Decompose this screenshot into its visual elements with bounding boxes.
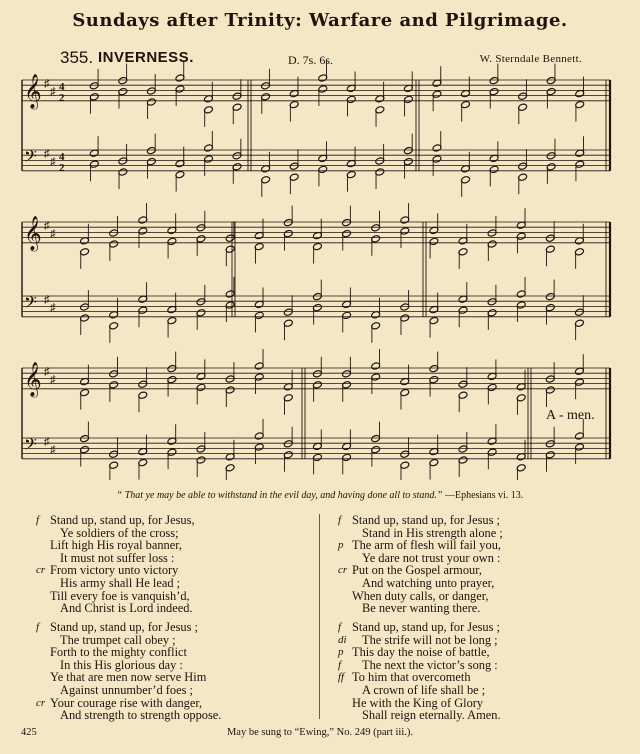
treble-clef: 𝄞 <box>24 74 42 109</box>
verse-text: From victory unto victory <box>50 563 179 578</box>
verse-text: Till every foe is vanquish’d, <box>50 588 190 603</box>
verse-text: His army shall He lead ; <box>60 575 181 590</box>
dynamic-marking: cr <box>338 564 348 577</box>
verse-text: Forth to the mighty conflict <box>50 645 187 660</box>
column-divider <box>319 514 320 719</box>
time-signature-bottom: 2 <box>59 92 65 104</box>
stanza-2 <box>36 620 222 723</box>
epigraph-text: “ That ye may be able to withstand in the evil day, and having done all to stand.” <box>116 490 443 501</box>
epigraph-reference: —Ephesians vi. 13. <box>444 490 524 501</box>
verse-text: Ye dare not trust your own : <box>362 550 501 565</box>
running-head: Sundays after Trinity: Warfare and Pilgrimage. <box>72 10 568 31</box>
key-sharp: ♯ <box>44 148 50 160</box>
verse-text: Put on the Gospel armour, <box>352 563 482 578</box>
footnote: May be sung to “Ewing,” No. 249 (part iii.). <box>226 727 414 738</box>
time-signature-top: 4 <box>59 151 65 163</box>
page-number: 425 <box>21 727 37 738</box>
verse-text: The trumpet call obey ; <box>60 632 176 647</box>
key-sharp: ♯ <box>50 374 56 386</box>
time-signature-bottom: 2 <box>59 162 65 174</box>
stanza-3 <box>338 513 503 616</box>
verse-text: Shall reign eternally. Amen. <box>362 708 501 723</box>
dynamic-marking: p <box>338 646 344 659</box>
amen-lyric: A - men. <box>546 408 595 423</box>
dynamic-marking: cr <box>36 564 46 577</box>
meter: D. 7s. 6s. <box>288 53 334 67</box>
verse-text: When duty calls, or danger, <box>352 588 489 603</box>
dynamic-marking: f <box>338 621 342 633</box>
treble-clef: 𝄞 <box>24 362 42 397</box>
epigraph <box>0 490 640 501</box>
verse-text: Lift high His royal banner, <box>50 538 182 553</box>
verse-text: It must not suffer loss : <box>60 550 175 565</box>
key-sharp: ♯ <box>44 220 50 232</box>
verse-text: Against unnumber’d foes ; <box>60 682 193 697</box>
verse-text: The next the victor’s song : <box>362 657 498 672</box>
tune-name: INVERNESS. <box>98 49 194 66</box>
hymn-number: 355. <box>60 48 94 67</box>
treble-clef: 𝄞 <box>24 216 42 251</box>
key-sharp: ♯ <box>44 78 50 90</box>
dynamic-marking: f <box>338 514 342 526</box>
key-sharp: ♯ <box>50 86 56 98</box>
verse-text: This day the noise of battle, <box>352 645 490 660</box>
stanza-4 <box>338 620 501 723</box>
composer: W. Sterndale Bennett. <box>479 53 582 65</box>
dynamic-marking: f <box>338 658 342 671</box>
dynamic-marking: di <box>338 633 347 646</box>
verse-text: Ye that are men now serve Him <box>50 670 207 685</box>
verse-text: Be never wanting there. <box>362 601 481 616</box>
dynamic-marking: f <box>36 621 40 633</box>
verse-line <box>352 602 503 615</box>
time-signature-top: 4 <box>59 81 65 93</box>
verse-text: Ye soldiers of the cross; <box>60 525 179 540</box>
dynamic-marking: cr <box>36 696 46 709</box>
key-sharp: ♯ <box>44 436 50 448</box>
verse-text: To him that overcometh <box>352 670 471 685</box>
verse-text: In this His glorious day : <box>60 657 183 672</box>
key-sharp: ♯ <box>44 294 50 306</box>
dynamic-marking: f <box>36 514 40 526</box>
verse-text: And Christ is Lord indeed. <box>60 601 193 616</box>
verse-text: A crown of life shall be ; <box>362 682 486 697</box>
bass-clef: 𝄢 <box>24 434 37 458</box>
verse-text: Stand up, stand up, for Jesus, <box>50 513 195 527</box>
bass-clef: 𝄢 <box>24 292 37 316</box>
dynamic-marking: ff <box>338 671 345 684</box>
verse-text: The arm of flesh will fail you, <box>352 538 501 553</box>
dynamic-marking: p <box>338 539 344 552</box>
verse-text: Your courage rise with danger, <box>50 695 203 710</box>
key-sharp: ♯ <box>50 302 56 314</box>
verse-text: And strength to strength oppose. <box>60 708 222 723</box>
key-sharp: ♯ <box>50 444 56 456</box>
verse-text: Stand in His strength alone ; <box>362 525 503 540</box>
verse-text: He with the King of Glory <box>352 695 484 710</box>
verse-line <box>50 602 195 615</box>
key-sharp: ♯ <box>50 156 56 168</box>
verse-text: And watching unto prayer, <box>362 575 495 590</box>
key-sharp: ♯ <box>44 366 50 378</box>
bass-clef: 𝄢 <box>24 146 37 170</box>
verse-text: Stand up, stand up, for Jesus ; <box>352 620 500 634</box>
key-sharp: ♯ <box>50 228 56 240</box>
verse-line <box>352 709 501 722</box>
verse-text: Stand up, stand up, for Jesus ; <box>352 513 500 527</box>
verse-text: The strife will not be long ; <box>362 632 498 647</box>
verse-line <box>50 709 221 722</box>
stanza-1 <box>36 513 195 616</box>
verse-text: Stand up, stand up, for Jesus ; <box>50 620 198 634</box>
